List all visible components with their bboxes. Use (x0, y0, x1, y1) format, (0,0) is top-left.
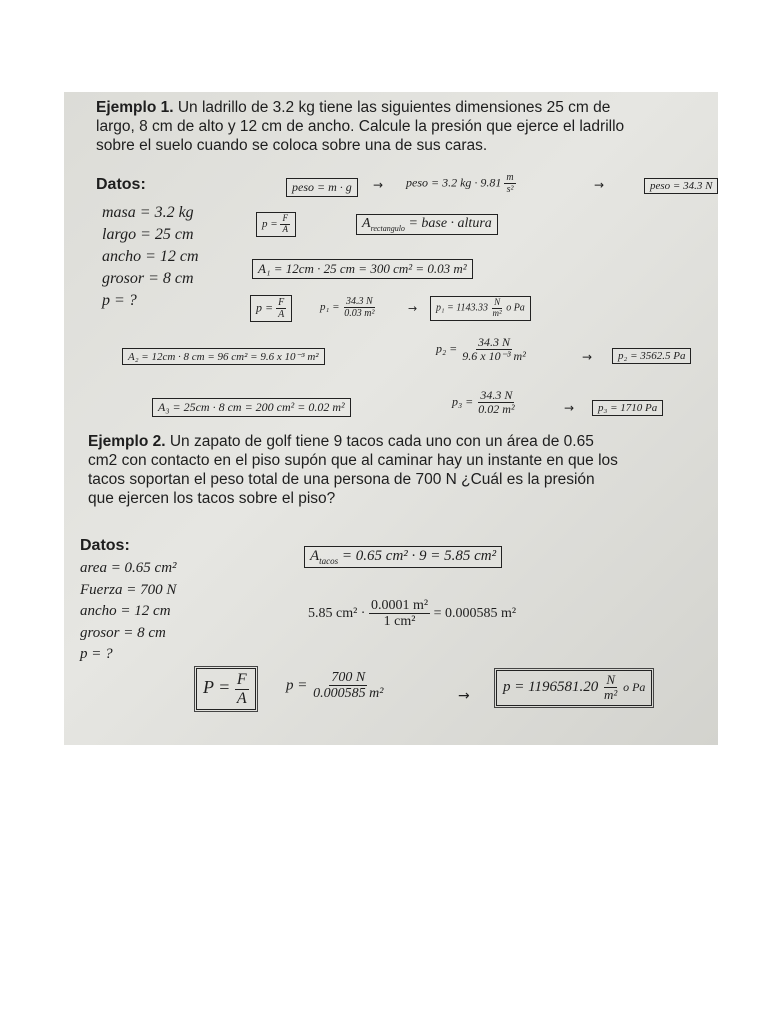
peso-calculation (406, 172, 516, 195)
formula-lhs: p = (256, 300, 274, 315)
arrow: → (408, 302, 418, 315)
p1-lhs: p₁ = (320, 301, 340, 314)
var-p: p = ? (102, 292, 137, 309)
result-tail: o Pa (623, 680, 646, 695)
example1-text-line3: sobre el suelo cuando se coloca sobre una de sus caras. (96, 137, 488, 154)
formula-fraction (276, 297, 286, 320)
fraction-numerator: m (506, 172, 514, 183)
p3-calculation (452, 389, 517, 416)
final-result-box (496, 670, 652, 706)
p1-result-unit (490, 298, 503, 319)
example1-text-line1: Un ladrillo de 3.2 kg tiene las siguientes dimensiones 25 cm de (177, 99, 611, 116)
var-grosor: grosor = 8 cm (102, 270, 194, 287)
result-value: p = 1196581.20 (503, 679, 599, 696)
fraction-denominator: s² (506, 184, 514, 195)
var-area: area = 0.65 cm² (80, 560, 177, 576)
peso-unit-fraction (504, 172, 515, 195)
example2-title: Ejemplo 2. (88, 433, 166, 450)
example2-datos-label: Datos: (80, 537, 130, 554)
fraction-numerator: 700 N (331, 670, 366, 685)
fraction-denominator: 0.000585 m² (313, 686, 384, 702)
pressure-formula-box-2 (250, 295, 292, 322)
fraction-denominator: A (236, 689, 247, 707)
fraction-numerator: N (494, 297, 501, 307)
p-lhs: p = (286, 677, 308, 694)
var-masa: masa = 3.2 kg (102, 204, 194, 221)
p1-calculation (320, 296, 376, 319)
fraction-denominator: 0.02 m² (478, 402, 515, 417)
var-ancho: ancho = 12 cm (102, 248, 199, 265)
example2-text-line3: tacos soportan el peso total de una persona de 700 N ¿Cuál es la presión (88, 471, 595, 488)
example2-text-line2: cm2 con contacto en el piso supón que al caminar hay un instante en que los (88, 452, 618, 469)
area-subscript: rectangulo (370, 223, 405, 233)
peso-result: peso = 34.3 N (644, 178, 718, 194)
example1-datos-label: Datos: (96, 176, 146, 193)
conversion-lhs: 5.85 cm² · (308, 606, 366, 622)
area3-calculation: A₃ = 25cm · 8 cm = 200 cm² = 0.02 m² (152, 398, 351, 417)
fraction-numerator: 34.3 N (346, 296, 373, 307)
pressure-formula-box (256, 212, 296, 237)
conversion-fraction (369, 598, 430, 630)
fraction-denominator: m² (492, 307, 502, 318)
peso-calc-text: peso = 3.2 kg · 9.81 (406, 175, 502, 190)
var-ancho: ancho = 12 cm (80, 603, 171, 619)
fraction-numerator: F (236, 671, 247, 688)
area-formula-rhs: = base · altura (404, 216, 492, 231)
area1-calculation: A₁ = 12cm · 25 cm = 300 cm² = 0.03 m² (252, 259, 473, 279)
area2-calculation: A₂ = 12cm · 8 cm = 96 cm² = 9.6 x 10⁻³ m² (122, 348, 325, 365)
p1-result-tail: o Pa (506, 302, 525, 314)
formula-fraction (235, 671, 249, 707)
fraction-denominator: A (278, 309, 285, 320)
fraction-denominator: 1 cm² (383, 614, 416, 630)
example2-variables (80, 558, 177, 666)
formula-lhs: p = (262, 217, 278, 230)
var-p: p = ? (80, 646, 113, 662)
p2-fraction (460, 336, 528, 363)
var-largo: largo = 25 cm (102, 226, 194, 243)
unit-conversion (308, 598, 516, 630)
formula-lhs: P = (203, 677, 231, 698)
fraction-numerator: 0.0001 m² (370, 598, 429, 613)
p2-calculation (436, 336, 528, 363)
fraction-numerator: 34.3 N (480, 388, 513, 402)
p1-result (430, 296, 531, 321)
arrow: → (458, 688, 470, 704)
fraction-numerator: F (278, 297, 285, 308)
area-symbol: A (310, 548, 320, 564)
textbook-photo (64, 92, 718, 745)
formula-fraction (280, 214, 290, 235)
p1-result-value: p₁ = 1143.33 (436, 302, 488, 314)
example2-text-line4: que ejercen los tacos sobre el piso? (88, 490, 336, 507)
peso-formula: peso = m · g (286, 178, 358, 197)
arrow: → (594, 178, 605, 192)
example1-title: Ejemplo 1. (96, 99, 174, 116)
var-grosor: grosor = 8 cm (80, 624, 166, 641)
conversion-rhs: = 0.000585 m² (433, 606, 517, 622)
pressure-formula-box-3 (196, 668, 256, 710)
area-symbol: A (362, 216, 371, 231)
area-tacos-box (304, 546, 502, 568)
example1-statement (96, 98, 716, 155)
fraction-numerator: N (606, 672, 615, 687)
fraction-denominator: m² (604, 687, 618, 703)
arrow: → (373, 178, 384, 192)
var-fuerza: Fuerza = 700 N (80, 581, 177, 598)
p3-result: p₃ = 1710 Pa (592, 400, 663, 416)
example1-text-line2: largo, 8 cm de alto y 12 cm de ancho. Calcule la presión que ejerce el ladrillo (96, 118, 625, 135)
fraction-denominator: 9.6 x 10⁻³ m² (462, 349, 526, 364)
area-rectangle-formula (356, 214, 498, 235)
fraction-denominator: 0.03 m² (344, 308, 375, 319)
pressure-calculation (286, 670, 385, 702)
p2-result: p₂ = 3562.5 Pa (612, 348, 691, 364)
fraction-denominator: A (282, 223, 288, 234)
pressure-fraction (311, 670, 385, 702)
fraction-numerator: 34.3 N (478, 335, 511, 349)
area-subscript: tacos (319, 556, 339, 566)
area-tacos-rhs: = 0.65 cm² · 9 = 5.85 cm² (338, 548, 497, 564)
example2-text-line1: Un zapato de golf tiene 9 tacos cada uno con un área de 0.65 (169, 433, 594, 450)
arrow: → (582, 350, 593, 364)
result-unit (602, 673, 619, 703)
p1-fraction (342, 296, 376, 319)
example1-variables (102, 202, 199, 312)
arrow: → (564, 401, 575, 415)
p3-lhs: p₃ = (452, 394, 474, 409)
example2-statement (88, 432, 716, 508)
p2-lhs: p₂ = (436, 341, 458, 356)
fraction-numerator: F (282, 213, 288, 223)
p3-fraction (476, 389, 516, 416)
